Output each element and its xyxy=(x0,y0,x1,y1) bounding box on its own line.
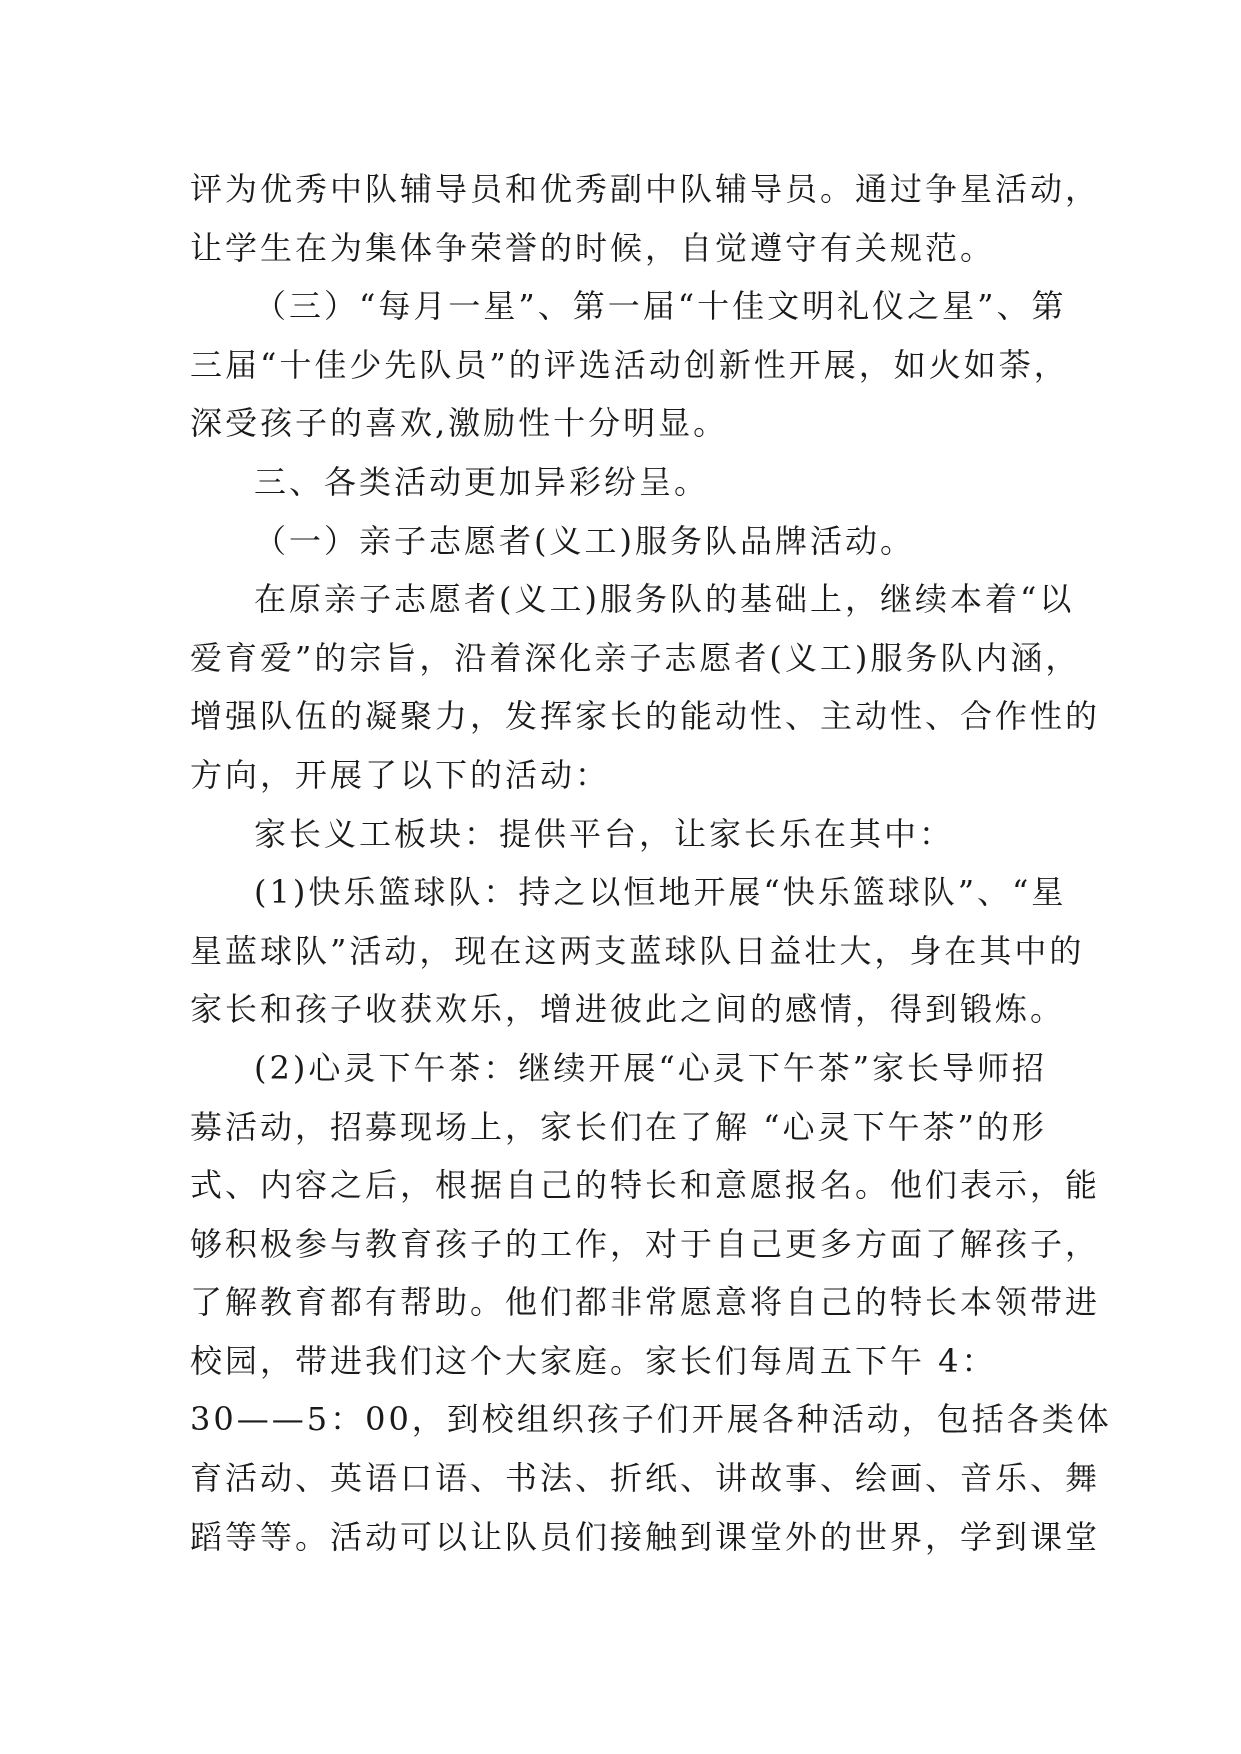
text-line: 募活动，招募现场上，家长们在了解 “心灵下午茶”的形 xyxy=(190,1107,1047,1146)
text-line: 在原亲子志愿者(义工)服务队的基础上，继续本着“以 xyxy=(254,580,1075,619)
text-line: 家长义工板块：提供平台，让家长乐在其中： xyxy=(254,814,955,853)
text-line: 校园，带进我们这个大家庭。家长们每周五下午 4： xyxy=(190,1341,997,1380)
text-line: 30——5：00，到校组织孩子们开展各种活动，包括各类体 xyxy=(190,1400,1112,1439)
text-line: （三）“每月一星”、第一届“十佳文明礼仪之星”、第 xyxy=(254,287,1067,326)
text-line: 家长和孩子收获欢乐，增进彼此之间的感情，得到锻炼。 xyxy=(190,990,1066,1029)
text-line: 评为优秀中队辅导员和优秀副中队辅导员。通过争星活动， xyxy=(190,170,1101,208)
text-line: 够积极参与教育孩子的工作，对于自己更多方面了解孩子， xyxy=(190,1224,1101,1263)
text-line: 三、各类活动更加异彩纷呈。 xyxy=(254,462,710,501)
text-line: 爱育爱”的宗旨，沿着深化亲子志愿者(义工)服务队内涵， xyxy=(190,638,1081,677)
text-line: （一）亲子志愿者(义工)服务队品牌活动。 xyxy=(254,521,915,560)
text-line: 增强队伍的凝聚力，发挥家长的能动性、主动性、合作性的 xyxy=(190,697,1101,736)
text-line: (2)心灵下午茶：继续开展“心灵下午茶”家长导师招 xyxy=(254,1048,1048,1087)
text-line: 让学生在为集体争荣誉的时候，自觉遵守有关规范。 xyxy=(190,228,996,267)
text-line: 育活动、英语口语、书法、折纸、讲故事、绘画、音乐、舞 xyxy=(190,1459,1101,1498)
text-line: 星蓝球队”活动，现在这两支蓝球队日益壮大，身在其中的 xyxy=(190,931,1085,970)
text-line: 了解教育都有帮助。他们都非常愿意将自己的特长本领带进 xyxy=(190,1283,1101,1322)
text-line: 式、内容之后，根据自己的特长和意愿报名。他们表示，能 xyxy=(190,1166,1101,1205)
text-line: 方向，开展了以下的活动： xyxy=(190,755,611,794)
text-line: 深受孩子的喜欢,激励性十分明显。 xyxy=(190,404,729,443)
text-line: 蹈等等。活动可以让队员们接触到课堂外的世界，学到课堂 xyxy=(190,1517,1101,1556)
document-body xyxy=(190,160,1112,1566)
text-line: 三届“十佳少先队员”的评选活动创新性开展，如火如荼， xyxy=(190,345,1069,384)
text-line: (1)快乐篮球队：持之以恒地开展“快乐篮球队”、“星 xyxy=(254,873,1067,912)
